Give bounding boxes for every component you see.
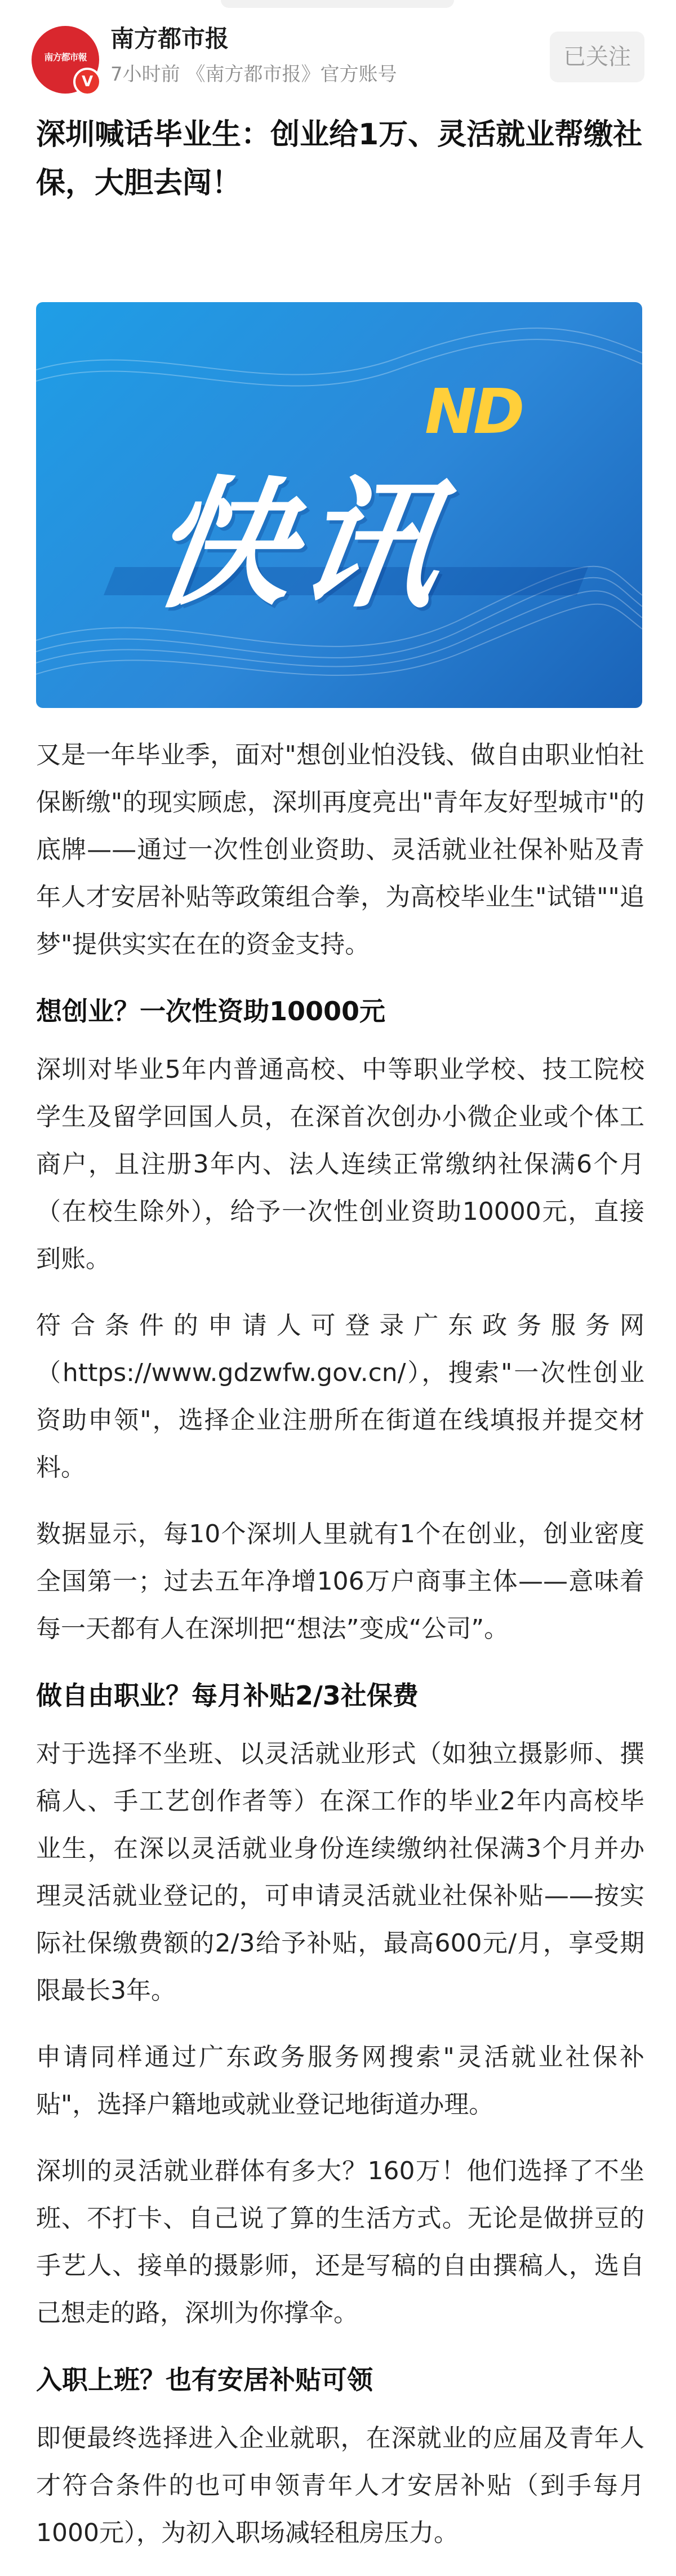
account-meta: 7小时前 《南方都市报》官方账号 — [110, 63, 397, 86]
article-title: 深圳喊话毕业生：创业给1万、灵活就业帮缴社保，大胆去闯！ — [36, 118, 643, 200]
paragraph-startup-policy: 深圳对毕业5年内普通高校、中等职业学校、技工院校学生及留学回国人员，在深首次创办小微企业或个体工商户，且注册3年内、法人连续正常缴纳社保满6个月（在校生除外），给予一次性创业资助10000元，直接到账。 — [36, 1055, 644, 1273]
follow-button[interactable]: 已关注 — [550, 32, 644, 82]
article-banner-image[interactable] — [36, 302, 642, 708]
paragraph-housing-policy: 即便最终选择进入企业就职，在深就业的应届及青年人才符合条件的也可申领青年人才安居补贴（到手每月1000元），为初入职场减轻租房压力。 — [36, 2424, 644, 2547]
paragraph-freelance-data: 深圳的灵活就业群体有多大？160万！他们选择了不坐班、不打卡、自己说了算的生活方式。无论是做拼豆的手艺人、接单的摄影师，还是写稿的自由撰稿人，选自己想走的路，深圳为你撑伞。 — [36, 2157, 644, 2327]
paragraph-startup-data: 数据显示，每10个深圳人里就有1个在创业，创业密度全国第一；过去五年净增106万户商事主体——意味着每一天都有人在深圳把“想法”变成“公司”。 — [36, 1520, 644, 1643]
paragraph-freelance-apply: 申请同样通过广东政务服务网搜索"灵活就业社保补贴"，选择户籍地或就业登记地街道办理。 — [36, 2043, 644, 2119]
avatar[interactable] — [32, 26, 99, 94]
section-heading-startup: 想创业？一次性资助10000元 — [36, 996, 386, 1026]
paragraph-intro: 又是一年毕业季，面对"想创业怕没钱、做自由职业怕社保断缴"的现实顾虑，深圳再度亮出"青年友好型城市"的底牌——通过一次性创业资助、灵活就业社保补贴及青年人才安居补贴等政策组合拳，为高校毕业生"试错""追梦"提供实实在在的资金支持。 — [36, 741, 644, 959]
banner-tag: ND — [425, 375, 522, 448]
section-heading-housing: 入职上班？也有安居补贴可领 — [36, 2365, 373, 2395]
avatar-logo: 南方都市報 — [44, 52, 87, 63]
article-body — [36, 732, 644, 2576]
article-header — [0, 0, 676, 96]
section-heading-freelance: 做自由职业？每月补贴2/3社保费 — [36, 1680, 419, 1711]
verified-badge-icon: V — [73, 68, 101, 96]
paragraph-startup-apply: 符合条件的申请人可登录广东政务服务网（https://www.gdzwfw.gov.cn/），搜索"一次性创业资助申领"，选择企业注册所在街道在线填报并提交材料。 — [36, 1311, 644, 1482]
account-name[interactable]: 南方都市报 — [110, 25, 229, 52]
banner-headline: 快讯 — [141, 463, 457, 627]
paragraph-freelance-policy: 对于选择不坐班、以灵活就业形式（如独立摄影师、撰稿人、手工艺创作者等）在深工作的毕业2年内高校毕业生，在深以灵活就业身份连续缴纳社保满3个月并办理灵活就业登记的，可申请灵活就业社保补贴——按实际社保缴费额的2/3给予补贴，最高600元/月，享受期限最长3年。 — [36, 1740, 644, 2005]
